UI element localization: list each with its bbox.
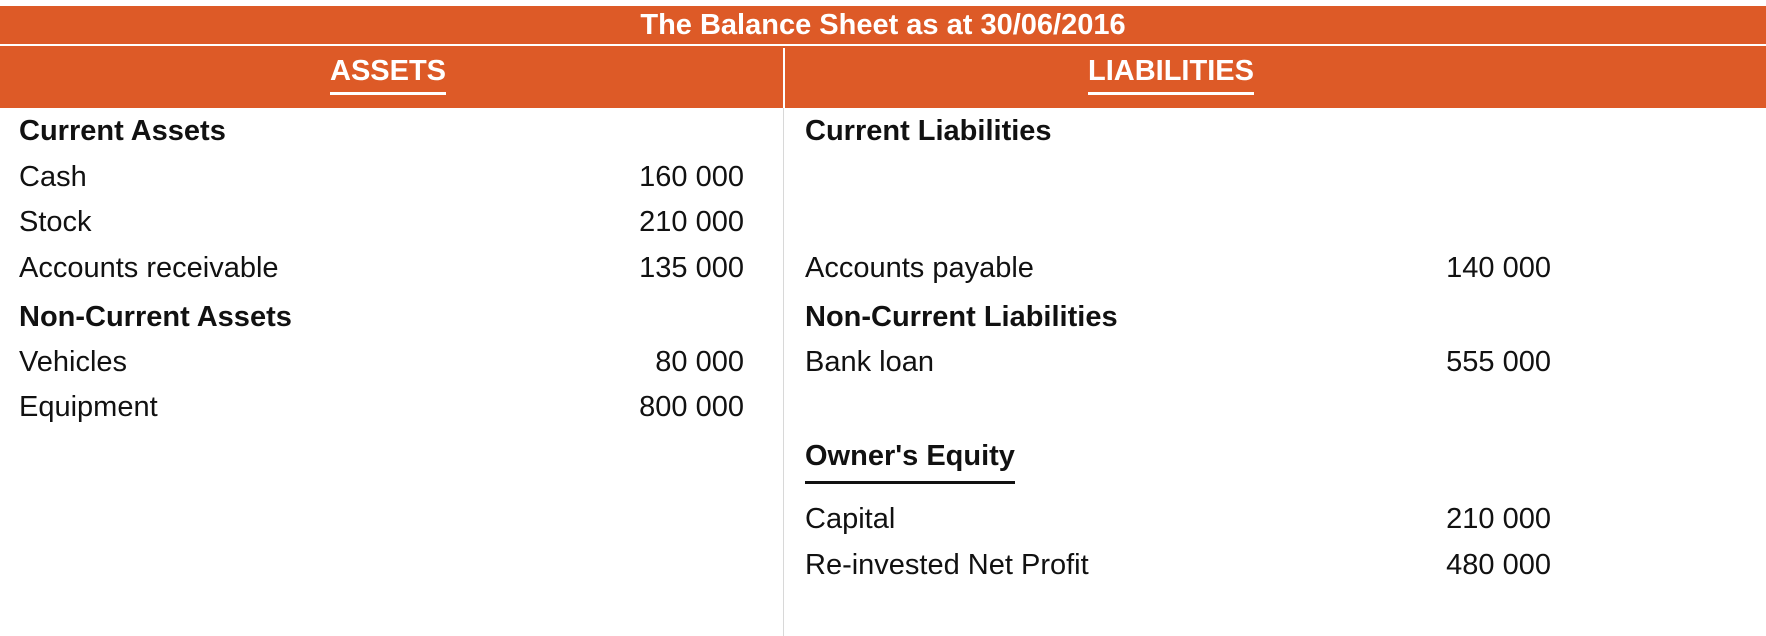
asset-label-stock: Stock [19,206,92,238]
equity-value-reinvested-net-profit: 480 000 [1446,549,1551,581]
equity-label-capital: Capital [805,503,896,535]
asset-value-equipment: 800 000 [639,391,744,423]
non-current-assets-heading: Non-Current Assets [19,301,292,333]
asset-value-accounts-receivable: 135 000 [639,252,744,284]
liability-value-accounts-payable: 140 000 [1446,252,1551,284]
liability-value-bank-loan: 555 000 [1446,346,1551,378]
liability-label-bank-loan: Bank loan [805,346,934,378]
non-current-liabilities-heading: Non-Current Liabilities [805,301,1118,333]
asset-label-vehicles: Vehicles [19,346,128,378]
asset-value-vehicles: 80 000 [655,346,744,378]
liability-label-accounts-payable: Accounts payable [805,252,1034,284]
owners-equity-heading: Owner's Equity [805,439,1015,484]
column-header-bar [0,46,1766,108]
equity-label-reinvested-net-profit: Re-invested Net Profit [805,549,1089,581]
asset-label-accounts-receivable: Accounts receivable [19,252,279,284]
asset-label-cash: Cash [19,161,87,193]
column-divider [783,108,784,636]
asset-label-equipment: Equipment [19,391,158,423]
equity-value-capital: 210 000 [1446,503,1551,535]
asset-value-cash: 160 000 [639,161,744,193]
current-assets-heading: Current Assets [19,115,226,147]
balance-sheet-title: The Balance Sheet as at 30/06/2016 [0,6,1766,46]
header-divider [783,48,785,108]
assets-column-heading: ASSETS [330,56,446,95]
liabilities-column-heading: LIABILITIES [1088,56,1254,95]
asset-value-stock: 210 000 [639,206,744,238]
current-liabilities-heading: Current Liabilities [805,115,1052,147]
